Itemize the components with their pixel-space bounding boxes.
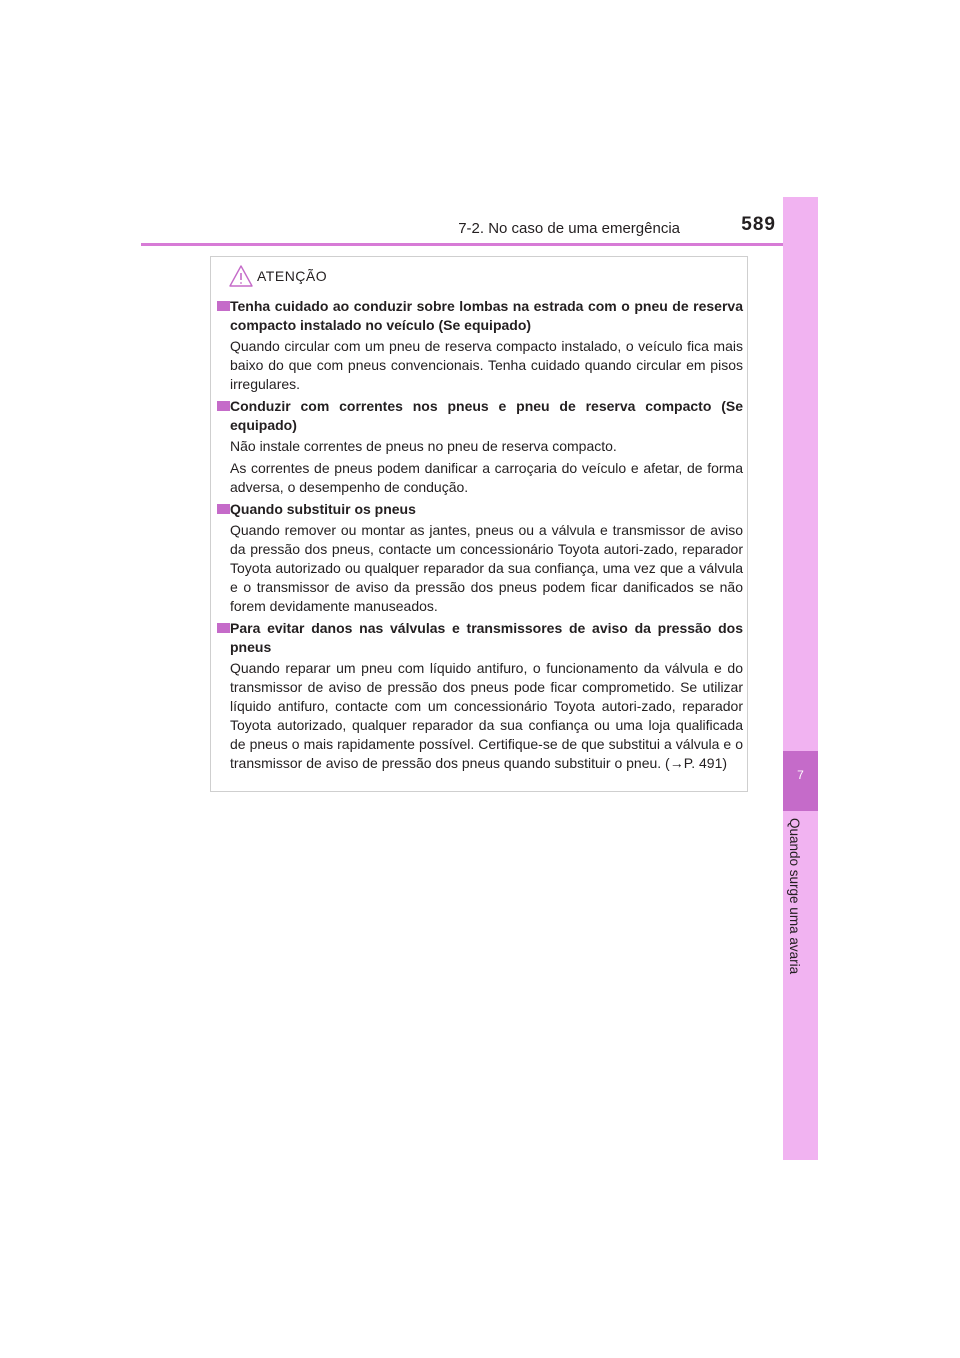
caution-item-heading bbox=[217, 500, 743, 519]
caution-paragraph: Quando circular com um pneu de reserva compacto instalado, o veículo fica mais baixo do que com pneus convencionais. Tenha cuidado quando circular em pisos irregulares. bbox=[230, 338, 743, 392]
section-title: 7-2. No caso de uma emergência bbox=[458, 220, 680, 237]
caution-item-heading bbox=[217, 397, 743, 435]
chapter-number: 7 bbox=[797, 768, 804, 782]
chapter-side-tab bbox=[783, 197, 818, 1160]
header-rule bbox=[141, 243, 818, 246]
caution-paragraph: Quando remover ou montar as jantes, pneus ou a válvula e transmissor de aviso da pressão dos pneus, contacte um concessionário Toyota autori-zado, reparador Toyota autorizado ou qualquer reparador da sua confiança, uma vez que a válvula e o transmissor de aviso da pressão dos pneus podem ficar danificados se não forem devidamente manuseados. bbox=[230, 522, 743, 614]
chapter-title: Quando surge uma avaria bbox=[787, 818, 802, 975]
caution-item-heading-text: Conduzir com correntes nos pneus e pneu de reserva compacto (Se equipado) bbox=[230, 398, 743, 433]
caution-box bbox=[210, 256, 748, 792]
square-bullet-icon bbox=[217, 623, 230, 633]
caution-item-heading bbox=[217, 619, 743, 657]
caution-paragraph: As correntes de pneus podem danificar a carroçaria do veículo e afetar, de forma adversa, o desempenho de condução. bbox=[230, 460, 743, 495]
caution-item-heading-text: Para evitar danos nas válvulas e transmissores de aviso da pressão dos pneus bbox=[230, 620, 743, 655]
caution-item bbox=[217, 619, 743, 773]
caution-item bbox=[217, 500, 743, 616]
caution-content bbox=[217, 297, 743, 776]
page-number: 589 bbox=[741, 214, 776, 235]
caution-header bbox=[229, 261, 327, 291]
caution-item-heading-text: Tenha cuidado ao conduzir sobre lombas na estrada com o pneu de reserva compacto instalado no veículo (Se equipado) bbox=[230, 298, 743, 333]
warning-triangle-icon bbox=[229, 264, 253, 288]
caution-item bbox=[217, 397, 743, 497]
square-bullet-icon bbox=[217, 504, 230, 514]
caution-item-heading bbox=[217, 297, 743, 335]
caution-paragraph: Não instale correntes de pneus no pneu de reserva compacto. bbox=[230, 438, 617, 454]
square-bullet-icon bbox=[217, 301, 230, 311]
caution-title: ATENÇÃO bbox=[257, 268, 328, 284]
square-bullet-icon bbox=[217, 401, 230, 411]
caution-item-heading-text: Quando substituir os pneus bbox=[230, 501, 416, 517]
caution-item bbox=[217, 297, 743, 394]
caution-paragraph: Quando reparar um pneu com líquido antifuro, o funcionamento da válvula e do transmissor de aviso de pressão dos pneus pode ficar comprometido. Se utilizar líquido antifuro, contacte com um concessionário Toyota autori-zado, reparador Toyota autorizado, qualquer reparador da sua confiança ou uma loja qualificada de pneus o mais rapidamente possível. Certifique-se de que substitui a válvula e o transmissor de aviso de pressão dos pneus quando substituir o pneu. (→P. 491) bbox=[230, 660, 743, 771]
